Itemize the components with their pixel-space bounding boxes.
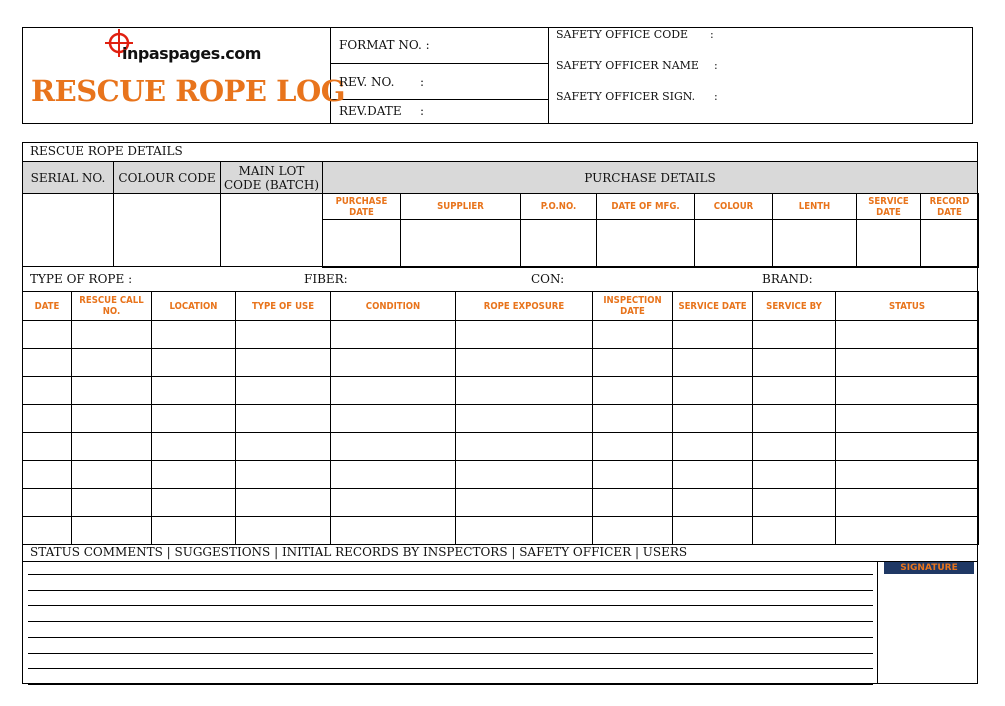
log-cell[interactable] xyxy=(331,517,456,545)
log-cell[interactable] xyxy=(836,321,979,349)
table-row xyxy=(23,433,979,461)
purchase-cell[interactable] xyxy=(597,220,695,268)
signature-divider xyxy=(877,561,878,684)
comment-writing-line[interactable] xyxy=(28,684,873,685)
log-cell[interactable] xyxy=(152,433,236,461)
log-cell[interactable] xyxy=(236,489,331,517)
log-col-header: SERVICE BY xyxy=(753,292,836,321)
comments-title: STATUS COMMENTS | SUGGESTIONS | INITIAL RECORDS BY INSPECTORS | SAFETY OFFICER | USERS xyxy=(30,545,688,559)
details-section-title: RESCUE ROPE DETAILS xyxy=(30,144,183,158)
purchase-cell[interactable] xyxy=(323,220,401,268)
purchase-col-header: PURCHASE DATE xyxy=(323,194,401,220)
log-cell[interactable] xyxy=(152,349,236,377)
log-cell[interactable] xyxy=(72,405,152,433)
log-cell[interactable] xyxy=(236,349,331,377)
signature-label: SIGNATURE xyxy=(884,562,974,574)
log-cell[interactable] xyxy=(456,461,593,489)
log-cell[interactable] xyxy=(23,489,72,517)
log-cell[interactable] xyxy=(836,433,979,461)
logo-text: inpaspages.com xyxy=(122,44,261,63)
table-row xyxy=(23,517,979,545)
log-cell[interactable] xyxy=(236,433,331,461)
purchase-details-header: PURCHASE DETAILS xyxy=(584,171,716,185)
log-cell[interactable] xyxy=(753,377,836,405)
log-cell[interactable] xyxy=(236,461,331,489)
rev-date-label: REV.DATE xyxy=(339,104,402,118)
serial-no-header: SERIAL NO. xyxy=(30,171,106,185)
log-col-header: SERVICE DATE xyxy=(673,292,753,321)
safety-officer-name-colon: : xyxy=(714,59,718,72)
log-cell[interactable] xyxy=(23,321,72,349)
log-cell[interactable] xyxy=(236,405,331,433)
log-cell[interactable] xyxy=(593,377,673,405)
log-cell[interactable] xyxy=(236,517,331,545)
purchase-cell[interactable] xyxy=(921,220,979,268)
log-cell[interactable] xyxy=(456,377,593,405)
log-cell[interactable] xyxy=(456,405,593,433)
comment-writing-line[interactable] xyxy=(28,668,873,669)
log-cell[interactable] xyxy=(23,433,72,461)
safety-office-code-colon: : xyxy=(710,28,714,41)
log-cell[interactable] xyxy=(593,321,673,349)
log-cell[interactable] xyxy=(673,321,753,349)
log-cell[interactable] xyxy=(152,377,236,405)
log-cell[interactable] xyxy=(331,433,456,461)
log-cell[interactable] xyxy=(23,377,72,405)
log-cell[interactable] xyxy=(236,321,331,349)
con-label: CON: xyxy=(531,272,565,286)
log-cell[interactable] xyxy=(23,405,72,433)
log-cell[interactable] xyxy=(673,433,753,461)
table-row xyxy=(23,377,979,405)
purchase-cell[interactable] xyxy=(521,220,597,268)
log-col-header: INSPECTION DATE xyxy=(593,292,673,321)
log-cell[interactable] xyxy=(753,349,836,377)
log-cell[interactable] xyxy=(152,517,236,545)
log-cell[interactable] xyxy=(593,433,673,461)
log-cell[interactable] xyxy=(593,461,673,489)
table-row xyxy=(23,461,979,489)
log-col-header: RESCUE CALL NO. xyxy=(72,292,152,321)
log-cell[interactable] xyxy=(331,349,456,377)
comment-writing-line[interactable] xyxy=(28,590,873,591)
rope-info-top-line xyxy=(22,266,978,267)
log-cell[interactable] xyxy=(753,321,836,349)
log-cell[interactable] xyxy=(753,489,836,517)
log-col-header: DATE xyxy=(23,292,72,321)
log-cell[interactable] xyxy=(331,489,456,517)
comment-writing-line[interactable] xyxy=(28,621,873,622)
log-cell[interactable] xyxy=(152,321,236,349)
purchase-cell[interactable] xyxy=(857,220,921,268)
purchase-col-header: RECORD DATE xyxy=(921,194,979,220)
log-cell[interactable] xyxy=(72,377,152,405)
page-title: RESCUE ROPE LOG xyxy=(31,74,346,108)
log-cell[interactable] xyxy=(673,517,753,545)
log-cell[interactable] xyxy=(331,377,456,405)
purchase-col-header: SERVICE DATE xyxy=(857,194,921,220)
log-cell[interactable] xyxy=(236,377,331,405)
log-cell[interactable] xyxy=(72,461,152,489)
purchase-col-header: P.O.NO. xyxy=(521,194,597,220)
log-col-header: TYPE OF USE xyxy=(236,292,331,321)
header-hline-1 xyxy=(330,63,548,64)
main-lot-code-header: MAIN LOT CODE (BATCH) xyxy=(223,164,320,192)
log-cell[interactable] xyxy=(836,461,979,489)
log-cell[interactable] xyxy=(456,321,593,349)
log-cell[interactable] xyxy=(23,461,72,489)
log-cell[interactable] xyxy=(836,489,979,517)
log-cell[interactable] xyxy=(23,349,72,377)
log-cell[interactable] xyxy=(72,489,152,517)
table-row xyxy=(23,405,979,433)
safety-office-code-label: SAFETY OFFICE CODE xyxy=(556,28,689,41)
log-cell[interactable] xyxy=(673,461,753,489)
log-cell[interactable] xyxy=(331,321,456,349)
log-cell[interactable] xyxy=(152,405,236,433)
header-hline-2 xyxy=(330,99,548,100)
format-no-label: FORMAT NO. : xyxy=(339,38,430,52)
log-cell[interactable] xyxy=(593,405,673,433)
colour-code-header: COLOUR CODE xyxy=(118,171,216,185)
log-cell[interactable] xyxy=(753,461,836,489)
log-cell[interactable] xyxy=(593,517,673,545)
log-cell[interactable] xyxy=(331,461,456,489)
type-of-rope-label: TYPE OF ROPE : xyxy=(30,272,133,286)
log-cell[interactable] xyxy=(673,349,753,377)
log-col-header: CONDITION xyxy=(331,292,456,321)
log-cell[interactable] xyxy=(593,349,673,377)
log-cell[interactable] xyxy=(72,433,152,461)
log-cell[interactable] xyxy=(456,489,593,517)
log-col-header: STATUS xyxy=(836,292,979,321)
log-cell[interactable] xyxy=(673,377,753,405)
comments-top-line xyxy=(22,561,978,562)
log-cell[interactable] xyxy=(152,461,236,489)
log-cell[interactable] xyxy=(456,349,593,377)
log-cell[interactable] xyxy=(72,517,152,545)
purchase-cell[interactable] xyxy=(695,220,773,268)
purchase-col-header: DATE OF MFG. xyxy=(597,194,695,220)
purchase-col-header: LENTH xyxy=(773,194,857,220)
log-cell[interactable] xyxy=(456,433,593,461)
log-cell[interactable] xyxy=(753,517,836,545)
log-cell[interactable] xyxy=(836,349,979,377)
log-cell[interactable] xyxy=(152,489,236,517)
log-table xyxy=(22,291,979,545)
safety-officer-sign-label: SAFETY OFFICER SIGN. xyxy=(556,90,696,103)
log-cell[interactable] xyxy=(331,405,456,433)
log-cell[interactable] xyxy=(836,377,979,405)
log-col-header: ROPE EXPOSURE xyxy=(456,292,593,321)
purchase-cell[interactable] xyxy=(773,220,857,268)
table-row xyxy=(23,349,979,377)
rev-no-label: REV. NO. xyxy=(339,75,395,89)
fiber-label: FIBER: xyxy=(304,272,348,286)
log-cell[interactable] xyxy=(836,405,979,433)
log-cell[interactable] xyxy=(753,405,836,433)
purchase-col-header: COLOUR xyxy=(695,194,773,220)
table-row xyxy=(23,489,979,517)
purchase-subtable xyxy=(322,193,979,268)
log-cell[interactable] xyxy=(72,349,152,377)
log-col-header: LOCATION xyxy=(152,292,236,321)
brand-label: BRAND: xyxy=(762,272,813,286)
log-cell[interactable] xyxy=(593,489,673,517)
safety-officer-sign-colon: : xyxy=(714,90,718,103)
table-row xyxy=(23,321,979,349)
log-cell[interactable] xyxy=(673,489,753,517)
log-cell[interactable] xyxy=(23,517,72,545)
purchase-col-header: SUPPLIER xyxy=(401,194,521,220)
comment-writing-line[interactable] xyxy=(28,605,873,606)
header-divider-2 xyxy=(548,27,549,124)
purchase-cell[interactable] xyxy=(401,220,521,268)
comment-writing-line[interactable] xyxy=(28,574,873,575)
comment-writing-line[interactable] xyxy=(28,653,873,654)
safety-officer-name-label: SAFETY OFFICER NAME xyxy=(556,59,699,72)
log-cell[interactable] xyxy=(456,517,593,545)
rev-date-colon: : xyxy=(420,104,425,118)
log-cell[interactable] xyxy=(753,433,836,461)
log-cell[interactable] xyxy=(72,321,152,349)
log-cell[interactable] xyxy=(836,517,979,545)
rev-no-colon: : xyxy=(420,75,425,89)
log-cell[interactable] xyxy=(673,405,753,433)
comment-writing-line[interactable] xyxy=(28,637,873,638)
